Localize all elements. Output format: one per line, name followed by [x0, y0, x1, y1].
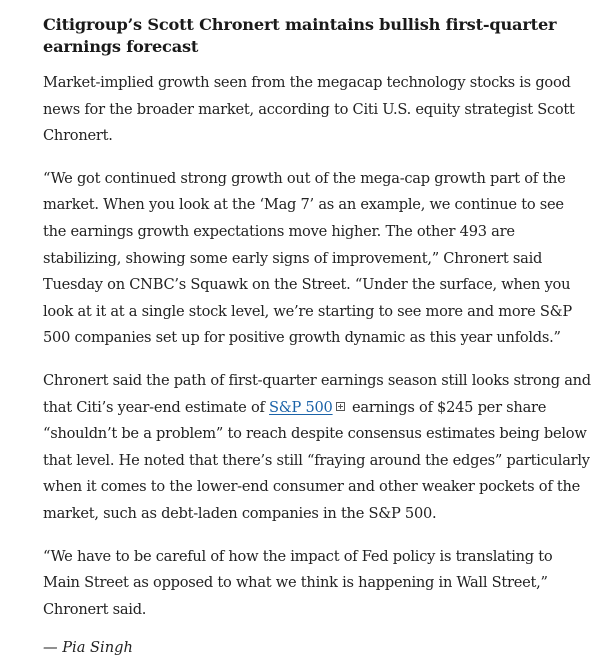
paragraph-3-text-start: Chronert said the path of first-quarter earnings season still looks strong and that Citi’s year-end estimate of	[43, 371, 591, 416]
plus-box-icon[interactable]	[336, 402, 345, 411]
paragraph-3	[43, 368, 591, 528]
article-headline: Citigroup’s Scott Chronert maintains bullish first-quarter earnings forecast	[43, 15, 557, 56]
paragraph-4: “We have to be careful of how the impact of Fed policy is translating to Main Street as opposed to what we think is happening in Wall Street,” Chronert said.	[43, 547, 553, 618]
paragraph-2: “We got continued strong growth out of the mega-cap growth part of the market. When you look at the ‘Mag 7’ as an example, we continue to see the earnings growth expectations move higher. The other 493 are stabilizing, showing some early signs of improvement,” Chronert said Tuesday on CNBC’s Squawk on the Street. “Under the surface, when you look at it at a single stock level, we’re starting to see more and more S&P 500 companies set up for positive growth dynamic as this year unfolds.”	[43, 169, 572, 347]
article-body	[43, 14, 591, 659]
sp500-quote-link[interactable]: S&P 500	[269, 398, 333, 416]
paragraph-1: Market-implied growth seen from the megacap technology stocks is good news for the broader market, according to Citi U.S. equity strategist Scott Chronert.	[43, 74, 575, 145]
author-byline: — Pia Singh	[43, 639, 133, 657]
paragraph-3-text-end: earnings of $245 per share “shouldn’t be a problem” to reach despite consensus estimates being below that level. He noted that there’s still “fraying around the edges” particularly when it comes to the lower-end consumer and other weaker pockets of the market, such as debt-laden companies in the S&P 500.	[43, 398, 590, 522]
